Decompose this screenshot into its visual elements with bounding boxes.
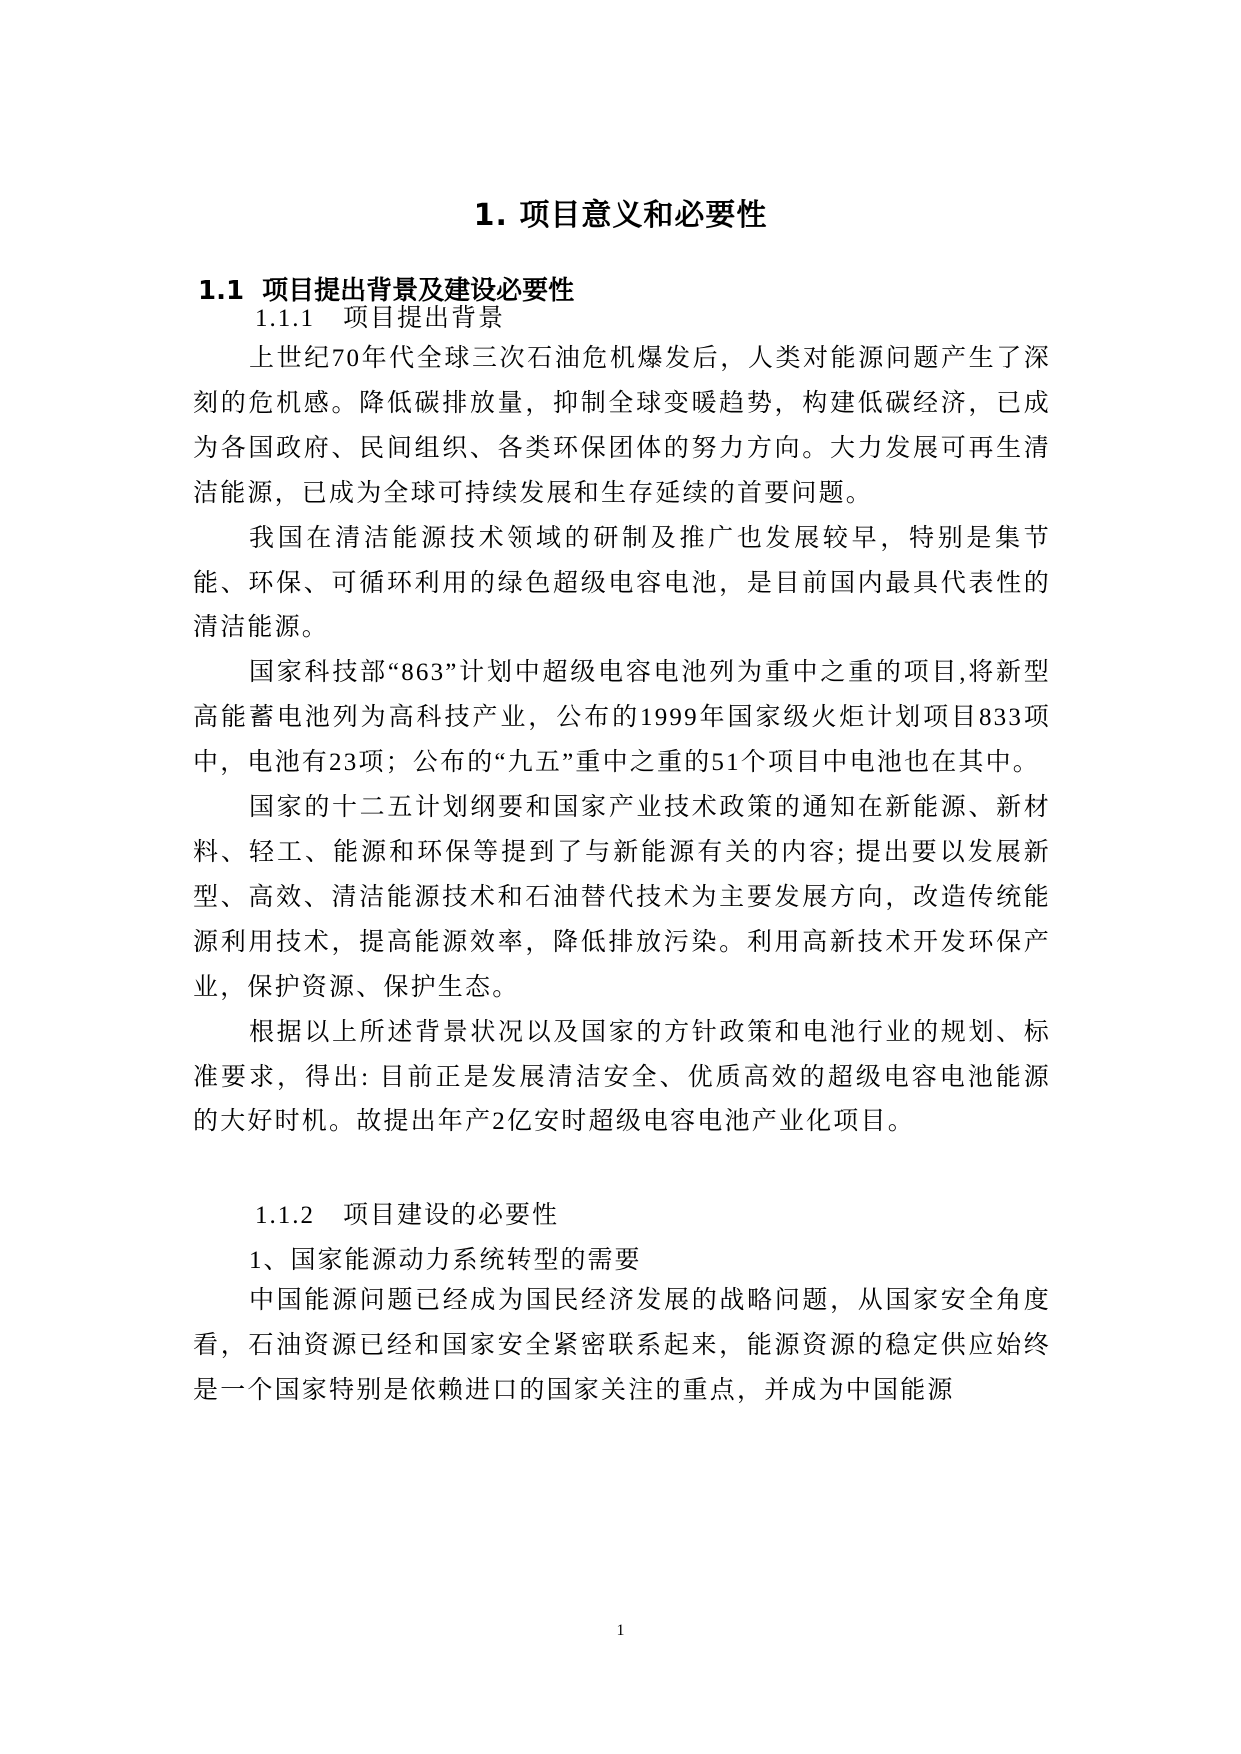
- paragraph-5: 根据以上所述背景状况以及国家的方针政策和电池行业的规划、标准要求，得出: 目前正是发展清洁安全、优质高效的超级电容电池能源的大好时机。故提出年产2亿安时超级电容电池产业化项目。: [193, 1018, 1051, 1136]
- subsection-2-title: 项目建设的必要性: [343, 1202, 560, 1229]
- subsection-2-body: [193, 1279, 1051, 1414]
- section-number: 1.1: [198, 276, 245, 306]
- list-item-1: 1、国家能源动力系统转型的需要: [249, 1247, 642, 1274]
- subsection-1-number: 1.1.1: [255, 305, 315, 332]
- subsection-1-title: 项目提出背景: [343, 305, 506, 332]
- paragraph-6: 中国能源问题已经成为国民经济发展的战略问题，从国家安全角度看，石油资源已经和国家安全紧密联系起来，能源资源的稳定供应始终是一个国家特别是依赖进口的国家关注的重点，并成为中国能源: [193, 1287, 1051, 1404]
- subsection-2-heading: [255, 1195, 559, 1231]
- section-title: 项目提出背景及建设必要性: [262, 276, 575, 306]
- subsection-1-body: [193, 337, 1051, 1145]
- subsection-2-number: 1.1.2: [255, 1202, 315, 1229]
- paragraph-4: 国家的十二五计划纲要和国家产业技术政策的通知在新能源、新材料、轻工、能源和环保等提到了与新能源有关的内容; 提出要以发展新型、高效、清洁能源技术和石油替代技术为主要发展方向，改造传统能源利用技术，提高能源效率，降低排放污染。利用高新技术开发环保产业，保护资源、保护生态。: [193, 794, 1051, 1001]
- chapter-title: 1. 项目意义和必要性: [473, 198, 768, 233]
- page-number: 1: [616, 1622, 625, 1639]
- paragraph-1: 上世纪70年代全球三次石油危机爆发后，人类对能源问题产生了深刻的危机感。降低碳排放量，抑制全球变暖趋势，构建低碳经济，已成为各国政府、民间组织、各类环保团体的努力方向。大力发展可再生清洁能源，已成为全球可持续发展和生存延续的首要问题。: [193, 345, 1051, 507]
- paragraph-3: 国家科技部“863”计划中超级电容电池列为重中之重的项目,将新型高能蓄电池列为高科技产业，公布的1999年国家级火炬计划项目833项中，电池有23项；公布的“九五”重中之重的51个项目中电池也在其中。: [193, 659, 1051, 777]
- paragraph-2: 我国在清洁能源技术领域的研制及推广也发展较早，特别是集节能、环保、可循环利用的绿色超级电容电池，是目前国内最具代表性的清洁能源。: [193, 524, 1051, 642]
- subsection-1-heading: [255, 298, 505, 334]
